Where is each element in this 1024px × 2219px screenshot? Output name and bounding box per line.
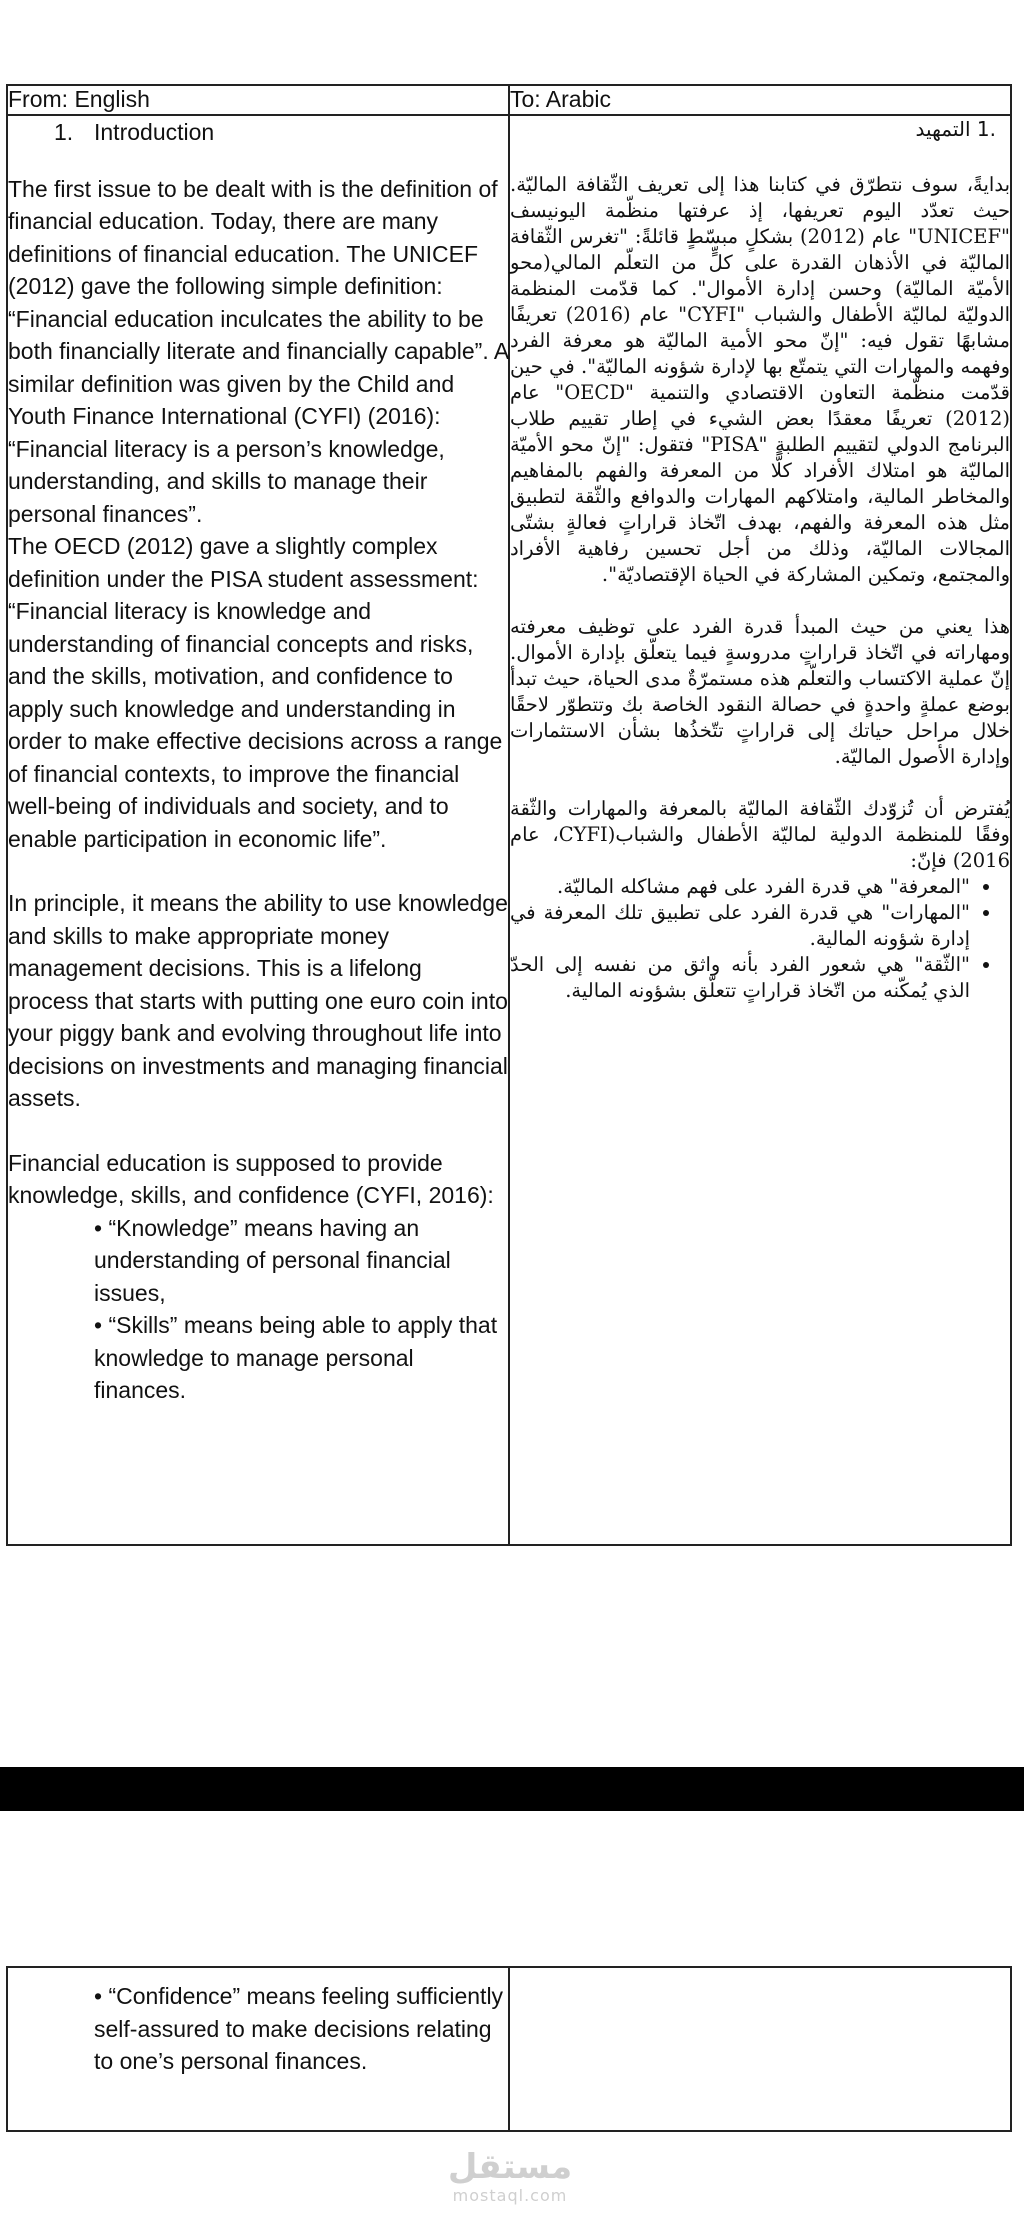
arabic-bullet-knowledge: • "المعرفة" هي قدرة الفرد على فهم مشاكله الماليّة. — [510, 874, 970, 900]
to-language-header: To: Arabic — [509, 85, 1011, 115]
table-content-row-continued — [7, 1967, 1011, 2131]
translation-table-continued — [6, 1966, 1012, 2132]
english-bullet-skills: • “Skills” means being able to apply that knowledge to manage personal finances. — [94, 1312, 498, 1403]
english-source-cell-continued — [7, 1967, 509, 2131]
arabic-bullet-confidence: • "الثّقة" هي شعور الفرد بأنه واثق من نفسه إلى الحدّ الذي يُمكّنه من اتّخاذ قراراتٍ تتعلّق بشؤونه المالية. — [510, 952, 970, 1004]
arabic-translation-cell-continued — [509, 1967, 1011, 2131]
arabic-translation-cell — [509, 115, 1011, 1545]
translation-table — [6, 84, 1012, 1546]
table-content-row — [7, 115, 1011, 1545]
from-language-header: From: English — [7, 85, 509, 115]
arabic-bullet-skills: • "المهارات" هي قدرة الفرد على تطبيق تلك المعرفة في إدارة شؤونه المالية. — [510, 900, 970, 952]
mostaql-watermark — [420, 2148, 600, 2205]
english-heading — [8, 116, 508, 149]
heading-text: Introduction — [94, 119, 215, 145]
english-paragraph-education: Financial education is supposed to provide knowledge, skills, and confidence (CYFI, 2016): — [8, 1149, 494, 1208]
arabic-paragraph-education: يُفترض أن تُزوّدك الثّقافة الماليّة بالمعرفة والمهارات والثّقة وفقًا للمنظمة الدولية لماليّة الأطفال والشباب(CYFI، عام 2016) فإنّ: — [510, 797, 1010, 872]
watermark-latin-text: mostaql.com — [452, 2186, 568, 2205]
heading-number: 1. — [54, 119, 74, 145]
page-separator — [0, 1767, 1024, 1811]
arabic-paragraph-definitions: بدايةً، سوف نتطرّق في كتابنا هذا إلى تعريف الثّقافة الماليّة. حيث تعدّد اليوم تعريفها، إذ عرفتها منظّمة اليونيسف "UNICEF" عام (2012) بشكلٍ مبسّطٍ قائلةً: "تغرس الثّقافة الماليّة في الأذهان القدرة على كلٍّ من التعلّم المالي(محو الأميّة الماليّة) وحسن إدارة الأموال". كما قدّمت المنظمة الدوليّة لماليّة الأطفال والشباب "CYFI" عام (2016) تعريفًا مشابهًا تقول فيه: "إنّ محو الأمية الماليّة هو معرفة الفرد وفهمه والمهارات التي يتمتّع بها لإدارة شؤونه الماليّة". في حين قدّمت منظّمة التعاون الاقتصادي والتنمية "OECD" عام (2012) تعريفًا معقدًا بعض الشيء في إطار تقييم طلاب البرنامج الدولي لتقييم الطلبةِ "PISA" فتقول: "إنّ محو الأميّة الماليّة هو امتلاك الأفراد كلًّا من المعرفة والفهم بالمفاهيم والمخاطر المالية، وامتلاكهم المهارات والدوافع والثّقة لتطبيق مثل هذه المعرفة والفهم، بهدف اتّخاذ قراراتٍ فعالةٍ بشتّى المجالات الماليّة، وذلك من أجل تحسين رفاهية الأفراد والمجتمع، وتمكين المشاركة في الحياة الإقتصاديّة". — [510, 173, 1011, 586]
english-paragraph-principle: In principle, it means the ability to use knowledge and skills to make appropriate money management decisions. This is a lifelong process that starts with putting one euro coin into your piggy bank and evolving throughout life into decisions on investments and managing financial assets. — [8, 890, 508, 1111]
english-paragraph-oecd: The OECD (2012) gave a slightly complex definition under the PISA student assessment: “Financial literacy is knowledge and understanding of financial concepts and risks, and the skills, motivation, and confidence to apply such knowledge and understanding in order to make effective decisions across a range of financial contexts, to improve the financial well-being of individuals and society, and to enable participation in economic life”. — [8, 533, 503, 852]
english-paragraph-definitions: The first issue to be dealt with is the definition of financial education. Today, there are many definitions of financial education. The UNICEF (2012) gave the following simple definition: “Financial education inculcates the ability to be both financially literate and financially capable”. A similar definition was given by the Child and Youth Finance International (CYFI) (2016): “Financial literacy is a person’s knowledge, understanding, and skills to manage their personal finances”. — [8, 175, 508, 527]
arabic-bullet-list — [510, 874, 1010, 1004]
arabic-paragraph-principle: هذا يعني من حيث المبدأ قدرة الفرد على توظيف معرفته ومهاراته في اتّخاذ قراراتٍ مدروسةٍ فيما يتعلّق بإدارة الأموال. إنّ عملية الاكتساب والتعلّم هذه مستمرّةٌ مدى الحياة، حيث تبدأ بوضع عملةٍ واحدةٍ في حصالة النقود الخاصة بك وتتطوّر لاحقًا خلال مراحل حياتك إلى قراراتٍ تتّخذُها بشأن الاستثمارات وإدارة الأصول الماليّة. — [510, 615, 1010, 768]
english-bullet-knowledge: • “Knowledge” means having an understanding of personal financial issues, — [94, 1214, 451, 1306]
english-bullet-confidence: • “Confidence” means feeling sufficiently self-assured to make decisions relating to one’s personal finances. — [94, 1983, 504, 2074]
arabic-heading: .1 التمهيد — [915, 117, 996, 141]
table-header-row — [7, 85, 1011, 115]
english-source-cell — [7, 115, 509, 1545]
watermark-arabic-text: مستقل — [447, 2147, 573, 2187]
